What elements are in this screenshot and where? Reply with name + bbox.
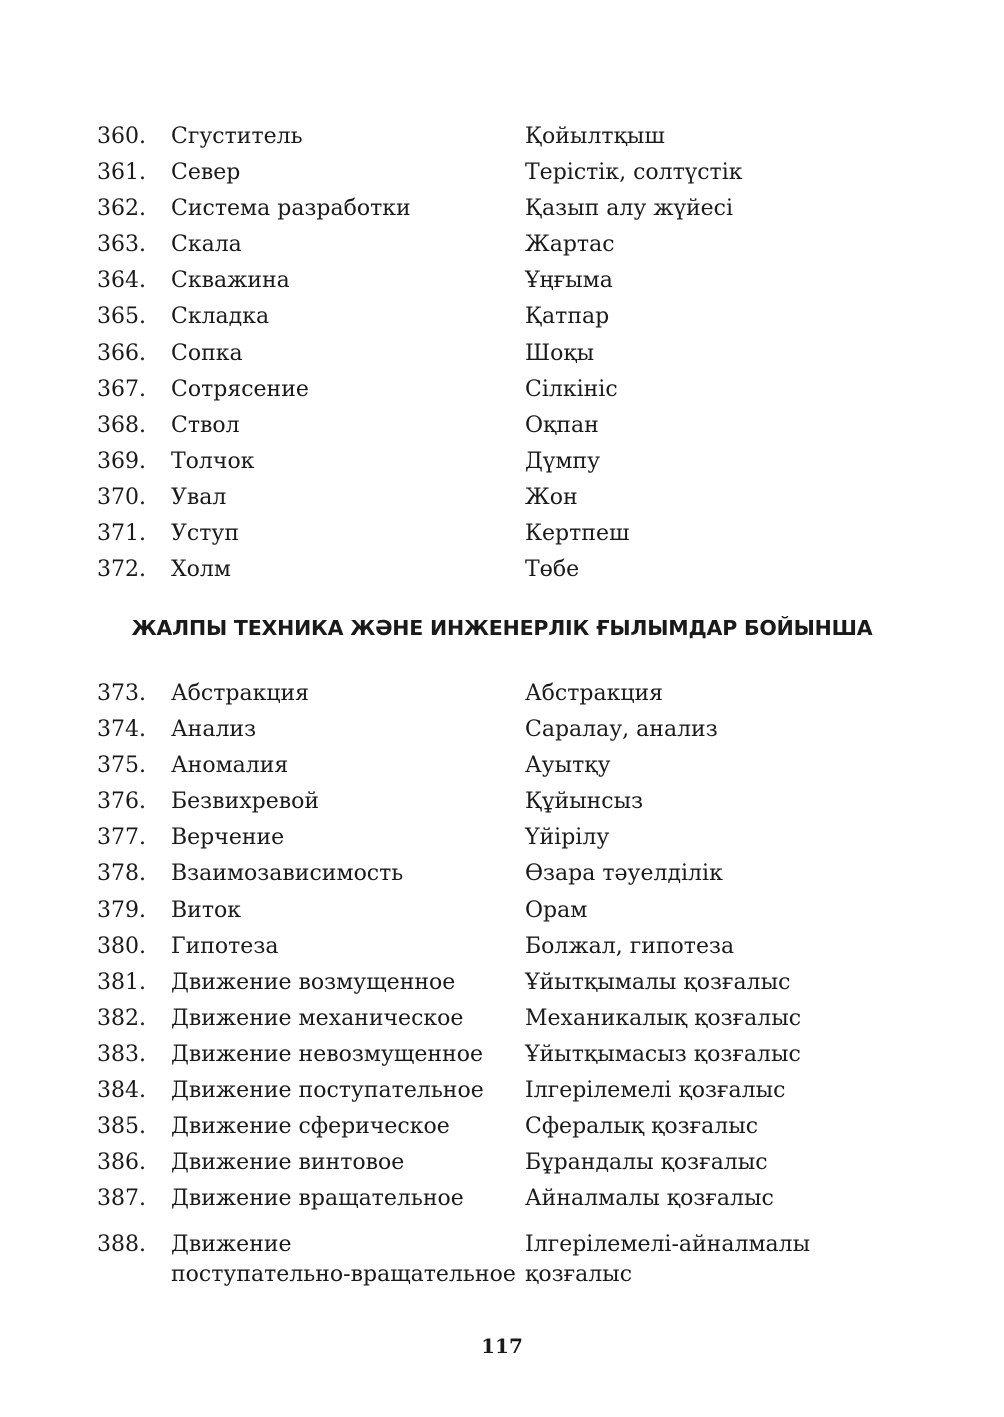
kazakh-term: Сілкініс bbox=[525, 376, 618, 402]
term-row bbox=[0, 1037, 1004, 1073]
term-number: 384. bbox=[97, 1078, 146, 1104]
russian-term: Движение невозмущенное bbox=[171, 1041, 483, 1067]
russian-term: Сотрясение bbox=[171, 376, 309, 402]
kazakh-term: Болжал, гипотеза bbox=[525, 933, 735, 959]
russian-term: Аномалия bbox=[171, 753, 289, 779]
term-row bbox=[0, 119, 1004, 155]
term-row bbox=[0, 748, 1004, 784]
term-list-geology bbox=[0, 119, 1004, 588]
kazakh-term: Ұңғыма bbox=[525, 268, 613, 294]
russian-term: Безвихревой bbox=[171, 789, 320, 815]
term-number: 361. bbox=[97, 160, 146, 186]
term-number: 378. bbox=[97, 861, 146, 887]
term-row bbox=[0, 516, 1004, 552]
term-row bbox=[0, 552, 1004, 588]
term-number: 377. bbox=[97, 825, 146, 851]
term-number: 374. bbox=[97, 717, 146, 743]
term-row bbox=[0, 263, 1004, 299]
russian-term-line: поступательно-вращательное bbox=[171, 1262, 516, 1287]
term-number: 380. bbox=[97, 933, 146, 959]
kazakh-term: Үйірілу bbox=[525, 825, 610, 851]
russian-term-line: Движение bbox=[171, 1232, 292, 1257]
kazakh-term: Айналмалы қозғалыс bbox=[525, 1186, 774, 1212]
kazakh-term: Ұйытқымасыз қозғалыс bbox=[525, 1041, 801, 1067]
term-number: 387. bbox=[97, 1186, 146, 1212]
term-row bbox=[0, 444, 1004, 480]
kazakh-term: Кертпеш bbox=[525, 521, 630, 547]
russian-term: Уступ bbox=[171, 521, 239, 547]
term-number: 375. bbox=[97, 753, 146, 779]
term-number: 367. bbox=[97, 376, 146, 402]
term-number: 388. bbox=[97, 1232, 146, 1257]
term-row bbox=[0, 1227, 1004, 1296]
term-row bbox=[0, 676, 1004, 712]
kazakh-term-line: қозғалыс bbox=[525, 1262, 633, 1287]
term-row bbox=[0, 1109, 1004, 1145]
term-number: 362. bbox=[97, 196, 146, 222]
term-number: 365. bbox=[97, 304, 146, 330]
page-number: 117 bbox=[481, 1334, 523, 1358]
russian-term: Толчок bbox=[171, 448, 255, 474]
term-row bbox=[0, 712, 1004, 748]
term-number: 364. bbox=[97, 268, 146, 294]
kazakh-term: Абстракция bbox=[525, 681, 664, 706]
russian-term: Скважина bbox=[171, 268, 290, 294]
russian-term bbox=[171, 1230, 516, 1290]
russian-term: Виток bbox=[171, 897, 241, 923]
kazakh-term: Қазып алу жүйесі bbox=[525, 196, 734, 222]
russian-term: Движение поступательное bbox=[171, 1078, 484, 1104]
russian-term: Скала bbox=[171, 232, 242, 258]
russian-term: Сгуститель bbox=[171, 124, 303, 149]
kazakh-term: Механикалық қозғалыс bbox=[525, 1005, 802, 1031]
term-row bbox=[0, 1001, 1004, 1037]
term-row bbox=[0, 336, 1004, 372]
term-number: 381. bbox=[97, 969, 146, 995]
term-row bbox=[0, 408, 1004, 444]
kazakh-term: Жартас bbox=[525, 232, 615, 258]
term-number: 370. bbox=[97, 484, 146, 510]
russian-term: Взаимозависимость bbox=[171, 861, 404, 887]
term-row bbox=[0, 856, 1004, 892]
russian-term: Абстракция bbox=[171, 681, 310, 706]
term-row bbox=[0, 965, 1004, 1001]
term-list-engineering bbox=[0, 676, 1004, 1217]
term-row bbox=[0, 1145, 1004, 1181]
term-number: 376. bbox=[97, 789, 146, 815]
term-row bbox=[0, 480, 1004, 516]
kazakh-term: Қойылтқыш bbox=[525, 124, 665, 149]
term-number: 386. bbox=[97, 1150, 146, 1176]
section-heading: ЖАЛПЫ ТЕХНИКА ЖӘНЕ ИНЖЕНЕРЛІК ҒЫЛЫМДАР БОЙЫНША bbox=[131, 616, 873, 640]
russian-term: Сопка bbox=[171, 340, 243, 366]
term-row bbox=[0, 372, 1004, 408]
term-row bbox=[0, 784, 1004, 820]
term-number: 373. bbox=[97, 681, 146, 706]
kazakh-term: Терістік, солтүстік bbox=[525, 160, 743, 186]
term-row bbox=[0, 893, 1004, 929]
kazakh-term: Төбе bbox=[525, 557, 580, 583]
russian-term: Ствол bbox=[171, 412, 240, 438]
russian-term: Гипотеза bbox=[171, 933, 279, 959]
russian-term: Движение возмущенное bbox=[171, 969, 456, 995]
russian-term: Север bbox=[171, 160, 241, 186]
russian-term: Анализ bbox=[171, 717, 257, 743]
kazakh-term bbox=[525, 1230, 810, 1290]
kazakh-term-line: Ілгерілемелі-айналмалы bbox=[525, 1232, 811, 1257]
kazakh-term: Ұйытқымалы қозғалыс bbox=[525, 969, 791, 995]
russian-term: Система разработки bbox=[171, 196, 411, 222]
term-number: 363. bbox=[97, 232, 146, 258]
kazakh-term: Дүмпу bbox=[525, 448, 601, 474]
term-row bbox=[0, 1073, 1004, 1109]
term-row bbox=[0, 155, 1004, 191]
term-row bbox=[0, 820, 1004, 856]
russian-term: Движение винтовое bbox=[171, 1150, 405, 1176]
term-row bbox=[0, 227, 1004, 263]
term-row bbox=[0, 299, 1004, 335]
term-number: 379. bbox=[97, 897, 146, 923]
term-number: 382. bbox=[97, 1005, 146, 1031]
term-row bbox=[0, 191, 1004, 227]
kazakh-term: Орам bbox=[525, 897, 588, 923]
term-number: 369. bbox=[97, 448, 146, 474]
kazakh-term: Ілгерілемелі қозғалыс bbox=[525, 1078, 786, 1104]
russian-term: Движение сферическое bbox=[171, 1114, 450, 1140]
kazakh-term: Өзара тәуелділік bbox=[525, 861, 723, 887]
term-number: 360. bbox=[97, 124, 146, 149]
kazakh-term: Сфералық қозғалыс bbox=[525, 1114, 759, 1140]
term-number: 383. bbox=[97, 1041, 146, 1067]
term-row bbox=[0, 1181, 1004, 1217]
term-number: 366. bbox=[97, 340, 146, 366]
term-list-continued bbox=[0, 1227, 1004, 1296]
russian-term: Холм bbox=[171, 557, 231, 583]
kazakh-term: Оқпан bbox=[525, 412, 599, 438]
kazakh-term: Шоқы bbox=[525, 340, 595, 366]
term-row bbox=[0, 929, 1004, 965]
kazakh-term: Саралау, анализ bbox=[525, 717, 718, 743]
russian-term: Увал bbox=[171, 484, 227, 510]
kazakh-term: Ауытқу bbox=[525, 753, 611, 779]
kazakh-term: Жон bbox=[525, 484, 578, 510]
kazakh-term: Қатпар bbox=[525, 304, 610, 330]
term-number: 371. bbox=[97, 521, 146, 547]
term-number: 372. bbox=[97, 557, 146, 583]
term-number: 385. bbox=[97, 1114, 146, 1140]
russian-term: Складка bbox=[171, 304, 270, 330]
russian-term: Верчение bbox=[171, 825, 285, 851]
term-number: 368. bbox=[97, 412, 146, 438]
russian-term: Движение механическое bbox=[171, 1005, 464, 1031]
kazakh-term: Құйынсыз bbox=[525, 789, 644, 815]
russian-term: Движение вращательное bbox=[171, 1186, 464, 1212]
kazakh-term: Бұрандалы қозғалыс bbox=[525, 1150, 768, 1176]
